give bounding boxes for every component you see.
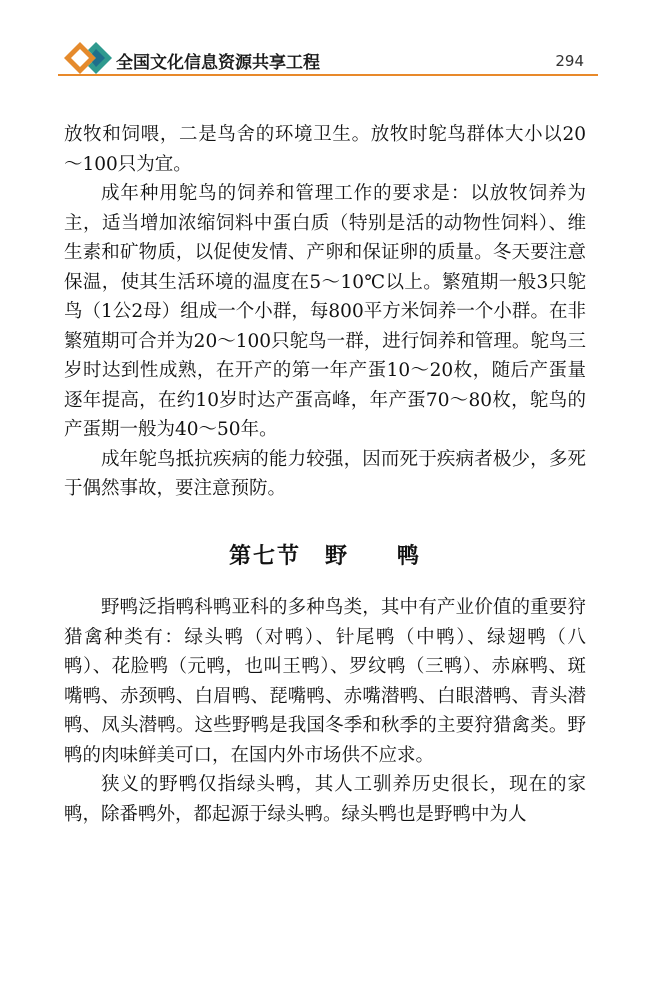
page-header bbox=[0, 0, 646, 80]
paragraph-1: 放牧和饲喂，二是鸟舍的环境卫生。放牧时鸵鸟群体大小以20～100只为宜。 bbox=[64, 124, 586, 175]
page-content bbox=[64, 120, 586, 829]
paragraph-2: 成年种用鸵鸟的饲养和管理工作的要求是：以放牧饲养为主，适当增加浓缩饲料中蛋白质（特别是活的动物性饲料）、维生素和矿物质，以促使发情、产卵和保证卵的质量。冬天要注意保温，使其生活环境的温度在5～10℃以上。繁殖期一般3只鸵鸟（1公2母）组成一个小群，每800平方米饲养一个小群。在非繁殖期可合并为20～100只鸵鸟一群，进行饲养和管理。鸵鸟三岁时达到性成熟，在开产的第一年产蛋10～20枚，随后产蛋量逐年提高，在约10岁时达产蛋高峰，年产蛋70～80枚，鸵鸟的产蛋期一般为40～50年。 bbox=[64, 183, 586, 440]
header-divider bbox=[58, 74, 598, 76]
section-paragraph-2: 狭义的野鸭仅指绿头鸭，其人工驯养历史很长，现在的家鸭，除番鸭外，都起源于绿头鸭。绿头鸭也是野鸭中为人 bbox=[64, 774, 586, 825]
header-title: 全国文化信息资源共享工程 bbox=[116, 53, 320, 73]
paragraph-3: 成年鸵鸟抵抗疾病的能力较强，因而死于疾病者极少，多死于偶然事故，要注意预防。 bbox=[64, 448, 586, 499]
section-heading: 第七节 野 鸭 bbox=[228, 543, 421, 569]
page-number: 294 bbox=[555, 52, 584, 70]
diamond-logo-icon bbox=[62, 40, 118, 76]
section-paragraph-1: 野鸭泛指鸭科鸭亚科的多种鸟类，其中有产业价值的重要狩猎禽种类有：绿头鸭（对鸭）、针尾鸭（中鸭）、绿翅鸭（八鸭）、花脸鸭（元鸭，也叫王鸭）、罗纹鸭（三鸭）、赤麻鸭、斑嘴鸭、赤颈鸭、白眉鸭、琵嘴鸭、赤嘴潜鸭、白眼潜鸭、青头潜鸭、凤头潜鸭。这些野鸭是我国冬季和秋季的主要狩猎禽类。野鸭的肉味鲜美可口，在国内外市场供不应求。 bbox=[64, 597, 586, 766]
